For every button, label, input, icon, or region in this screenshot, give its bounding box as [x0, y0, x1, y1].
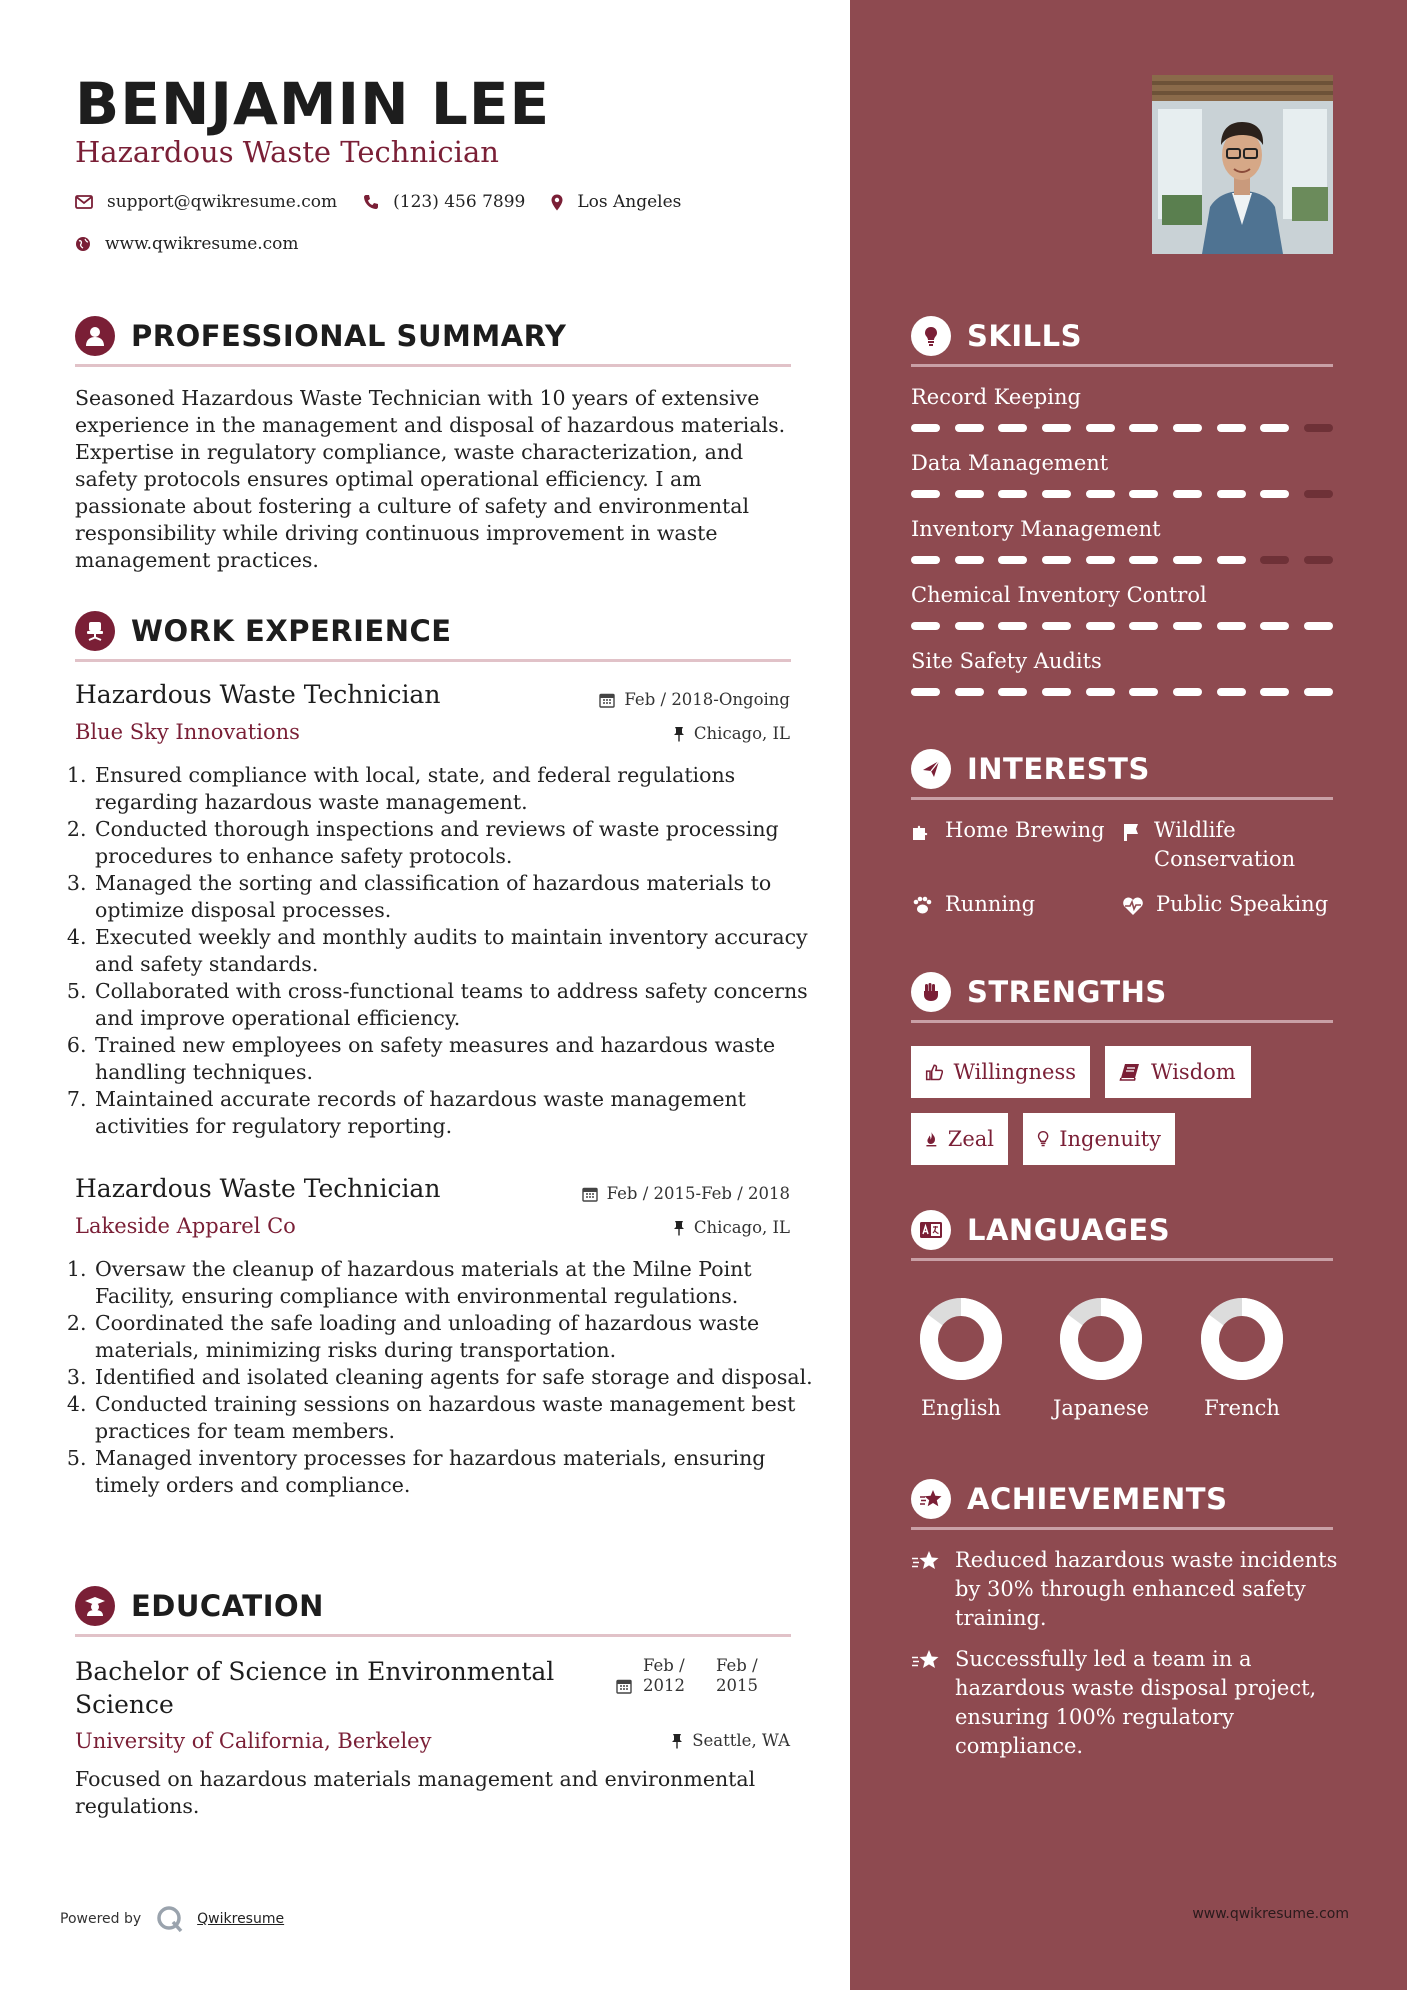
list-item: 7. Maintained accurate records of hazardous waste management activities for regulatory reporting.	[93, 1086, 813, 1140]
experience-rule	[75, 659, 791, 662]
interest-label: Home Brewing	[945, 818, 1105, 842]
achievements-rule	[911, 1527, 1333, 1530]
list-item: 4. Executed weekly and monthly audits to maintain inventory accuracy and safety standards.	[93, 924, 813, 978]
edu-end-a: Feb /	[716, 1656, 758, 1675]
edu-calendar	[616, 1668, 632, 1699]
skill-dash	[1304, 622, 1333, 630]
skill-name: Record Keeping	[911, 385, 1081, 409]
list-item: 3. Identified and isolated cleaning agents for safe storage and disposal.	[93, 1364, 813, 1391]
achievement-text: Reduced hazardous waste incidents by 30% through enhanced safety training.	[955, 1548, 1338, 1630]
chair-icon	[75, 611, 115, 651]
interest-public-speaking	[1122, 890, 1337, 919]
job-2-date	[582, 1184, 790, 1203]
interest-label: Running	[945, 892, 1036, 916]
lightbulb-icon	[1037, 1128, 1049, 1150]
skill-dash	[1173, 688, 1202, 696]
strength-label: Zeal	[947, 1127, 994, 1151]
skill-dash	[1173, 424, 1202, 432]
language-icon	[911, 1210, 951, 1250]
interests-rule	[911, 797, 1333, 800]
contact-location	[551, 192, 681, 212]
candidate-name: BENJAMIN LEE	[75, 70, 551, 138]
achievement-1	[911, 1546, 1341, 1633]
strength-label: Ingenuity	[1059, 1127, 1161, 1151]
skill-dash	[1042, 490, 1071, 498]
skill-dash	[1086, 688, 1115, 696]
experience-heading-text: WORK EXPERIENCE	[131, 614, 452, 648]
languages-heading-text: LANGUAGES	[967, 1213, 1171, 1247]
strength-ingenuity	[1023, 1113, 1175, 1165]
skill-dash	[1129, 424, 1158, 432]
skill-name: Chemical Inventory Control	[911, 583, 1207, 607]
contact-email[interactable]	[75, 192, 337, 212]
skill-dash	[1260, 622, 1289, 630]
job-1-title: Hazardous Waste Technician	[75, 680, 441, 709]
edu-end-date	[716, 1656, 758, 1696]
languages-heading	[911, 1210, 1170, 1250]
achievements-heading	[911, 1479, 1227, 1519]
skill-level-bar	[911, 490, 1333, 498]
edu-location	[671, 1731, 790, 1750]
skill-dash	[911, 490, 940, 498]
skill-dash	[1260, 490, 1289, 498]
skill-dash	[1042, 424, 1071, 432]
skill-dash	[998, 622, 1027, 630]
job-2-company: Lakeside Apparel Co	[75, 1214, 296, 1238]
job-2-duties	[70, 1256, 813, 1499]
heartbeat-icon	[1122, 896, 1144, 916]
star-icon	[911, 1648, 941, 1672]
list-item: 5. Collaborated with cross-functional teams to address safety concerns and improve operational efficiency.	[93, 978, 813, 1032]
education-heading	[75, 1586, 324, 1626]
skill-dash	[911, 424, 940, 432]
qwikresume-logo-icon	[155, 1904, 185, 1934]
skill-dash	[1173, 622, 1202, 630]
summary-rule	[75, 364, 791, 367]
job-2-date-text: Feb / 2015-Feb / 2018	[606, 1184, 790, 1203]
skill-name: Data Management	[911, 451, 1109, 475]
job-1-location	[673, 724, 790, 743]
edu-start-b: 2012	[643, 1676, 685, 1695]
edu-end-b: 2015	[716, 1676, 758, 1695]
list-item: 2. Conducted thorough inspections and reviews of waste processing procedures to enhance safety protocols.	[93, 816, 813, 870]
skill-dash	[1217, 688, 1246, 696]
interest-label: Wildlife Conservation	[1154, 818, 1296, 871]
skill-level-bar	[911, 424, 1333, 432]
skill-dash	[1217, 556, 1246, 564]
contact-row	[75, 192, 707, 212]
skill-dash	[1217, 490, 1246, 498]
job-1-date-text: Feb / 2018-Ongoing	[624, 690, 790, 709]
interests-heading	[911, 749, 1150, 789]
language-item	[1041, 1294, 1161, 1420]
globe-icon	[75, 236, 91, 252]
interests-heading-text: INTERESTS	[967, 752, 1150, 786]
skill-level-bar	[911, 556, 1333, 564]
skill-dash	[911, 688, 940, 696]
skill-dash	[1086, 490, 1115, 498]
skill-dash	[955, 622, 984, 630]
list-item: 2. Coordinated the safe loading and unloading of hazardous waste materials, minimizing risks during transportation.	[93, 1310, 813, 1364]
strength-wisdom	[1105, 1046, 1251, 1098]
candidate-title: Hazardous Waste Technician	[75, 135, 499, 169]
footer-brand-link[interactable]: Qwikresume	[197, 1911, 285, 1927]
skill-dash	[1086, 556, 1115, 564]
envelope-icon	[75, 195, 93, 209]
skill-level-bar	[911, 622, 1333, 630]
list-item: 4. Conducted training sessions on hazardous waste management best practices for team members.	[93, 1391, 813, 1445]
email-text: support@qwikresume.com	[107, 192, 338, 212]
strength-zeal	[911, 1113, 1008, 1165]
language-name: English	[920, 1396, 1002, 1420]
job-1-duties	[70, 762, 813, 1140]
skill-dash	[1260, 556, 1289, 564]
list-item: 6. Trained new employees on safety measures and hazardous waste handling techniques.	[93, 1032, 813, 1086]
strength-willingness	[911, 1046, 1090, 1098]
language-donut	[916, 1294, 1006, 1384]
star-icon	[911, 1479, 951, 1519]
skill-dash	[998, 688, 1027, 696]
fist-icon	[911, 972, 951, 1012]
job-2-location-text: Chicago, IL	[693, 1218, 790, 1237]
education-description: Focused on hazardous materials management and environmental regulations.	[75, 1767, 756, 1818]
language-name: Japanese	[1052, 1396, 1150, 1420]
skill-name: Inventory Management	[911, 517, 1161, 541]
skill-dash	[1086, 424, 1115, 432]
interest-label: Public Speaking	[1156, 892, 1329, 916]
skill-dash	[998, 424, 1027, 432]
skills-heading	[911, 316, 1082, 356]
map-marker-icon	[551, 194, 563, 211]
skill-dash	[1260, 424, 1289, 432]
skill-dash	[998, 556, 1027, 564]
thumbs-up-icon	[925, 1061, 943, 1083]
skill-dash	[911, 622, 940, 630]
list-item: 1. Oversaw the cleanup of hazardous materials at the Milne Point Facility, ensuring compliance with environmental regulations.	[93, 1256, 813, 1310]
location-text: Los Angeles	[577, 192, 682, 212]
school-name: University of California, Berkeley	[75, 1729, 432, 1753]
skill-dash	[1042, 622, 1071, 630]
contact-phone[interactable]	[363, 192, 525, 212]
list-item: 3. Managed the sorting and classification of hazardous materials to optimize disposal processes.	[93, 870, 813, 924]
strength-label: Willingness	[953, 1060, 1076, 1084]
pushpin-icon	[673, 1220, 685, 1236]
skill-dash	[1042, 556, 1071, 564]
paw-icon	[911, 896, 933, 916]
interest-home-brewing	[911, 816, 1111, 845]
job-2-title: Hazardous Waste Technician	[75, 1174, 441, 1203]
website-text: www.qwikresume.com	[105, 234, 299, 254]
skill-dash	[1173, 556, 1202, 564]
skill-dash	[911, 556, 940, 564]
education-heading-text: EDUCATION	[131, 1589, 324, 1623]
achievement-2	[911, 1645, 1341, 1761]
language-donut	[1197, 1294, 1287, 1384]
book-icon	[1119, 1062, 1141, 1082]
calendar-icon	[616, 1678, 632, 1694]
language-item	[901, 1294, 1021, 1420]
fire-icon	[925, 1128, 938, 1150]
skill-dash	[1042, 688, 1071, 696]
job-2-location	[673, 1218, 790, 1237]
strengths-heading	[911, 972, 1167, 1012]
skill-level-bar	[911, 688, 1333, 696]
footer-website[interactable]: www.qwikresume.com	[1192, 1906, 1349, 1922]
achievements-heading-text: ACHIEVEMENTS	[967, 1482, 1228, 1516]
skill-dash	[998, 490, 1027, 498]
list-item: 1. Ensured compliance with local, state, and federal regulations regarding hazardous waste management.	[93, 762, 813, 816]
experience-heading	[75, 611, 452, 651]
language-donut	[1056, 1294, 1146, 1384]
calendar-icon	[599, 692, 615, 708]
star-icon	[911, 1549, 941, 1573]
skill-dash	[1129, 688, 1158, 696]
skill-dash	[955, 556, 984, 564]
skills-heading-text: SKILLS	[967, 319, 1082, 353]
skill-dash	[1086, 622, 1115, 630]
strength-label: Wisdom	[1151, 1060, 1236, 1084]
skill-dash	[955, 424, 984, 432]
calendar-icon	[582, 1186, 598, 1202]
job-1-date	[599, 690, 790, 709]
language-name: French	[1204, 1396, 1280, 1420]
achievement-text: Successfully led a team in a hazardous waste disposal project, ensuring 100% regulatory compliance.	[955, 1647, 1317, 1758]
job-1-location-text: Chicago, IL	[693, 724, 790, 743]
skill-dash	[955, 688, 984, 696]
education-rule	[75, 1634, 791, 1637]
puzzle-icon	[911, 822, 933, 842]
contact-website[interactable]	[75, 234, 299, 254]
skill-dash	[1304, 688, 1333, 696]
profile-photo	[1152, 75, 1333, 254]
skill-dash	[1129, 622, 1158, 630]
phone-text: (123) 456 7899	[393, 192, 526, 212]
contact-row-2	[75, 234, 325, 254]
skill-dash	[1304, 556, 1333, 564]
skill-dash	[1304, 424, 1333, 432]
summary-text: Seasoned Hazardous Waste Technician with 10 years of extensive experience in the management and disposal of hazardous materials. Expertise in regulatory compliance, waste characterization, and safety protocols ensures optimal operational efficiency. I am passionate about fostering a culture of safety and environmental responsibility while driving continuous improvement in waste management practices.	[75, 386, 786, 572]
job-1-company: Blue Sky Innovations	[75, 720, 300, 744]
paper-plane-icon	[911, 749, 951, 789]
skill-dash	[1260, 688, 1289, 696]
strengths-heading-text: STRENGTHS	[967, 975, 1167, 1009]
user-icon	[75, 316, 115, 356]
skill-dash	[955, 490, 984, 498]
skill-dash	[1129, 556, 1158, 564]
skills-rule	[911, 364, 1333, 367]
lightbulb-icon	[911, 316, 951, 356]
graduate-icon	[75, 1586, 115, 1626]
summary-heading	[75, 316, 566, 356]
flag-icon	[1122, 822, 1142, 842]
strengths-rule	[911, 1020, 1333, 1023]
skill-dash	[1217, 424, 1246, 432]
phone-icon	[363, 194, 379, 210]
list-item: 5. Managed inventory processes for hazardous materials, ensuring timely orders and compliance.	[93, 1445, 813, 1499]
degree-title: Bachelor of Science in Environmental Science	[75, 1657, 555, 1719]
languages-rule	[911, 1258, 1333, 1261]
edu-start-date	[643, 1656, 685, 1696]
skill-dash	[1129, 490, 1158, 498]
pushpin-icon	[671, 1733, 683, 1749]
edu-start-a: Feb /	[643, 1656, 685, 1675]
powered-by-text: Powered by	[60, 1911, 142, 1927]
pushpin-icon	[673, 726, 685, 742]
language-item	[1182, 1294, 1302, 1420]
skill-dash	[1173, 490, 1202, 498]
summary-heading-text: PROFESSIONAL SUMMARY	[131, 319, 567, 353]
footer-powered-by	[60, 1904, 284, 1934]
edu-location-text: Seattle, WA	[692, 1731, 790, 1750]
interest-wildlife	[1122, 816, 1337, 874]
skill-dash	[1217, 622, 1246, 630]
skill-name: Site Safety Audits	[911, 649, 1102, 673]
skill-dash	[1304, 490, 1333, 498]
interest-running	[911, 890, 1111, 919]
